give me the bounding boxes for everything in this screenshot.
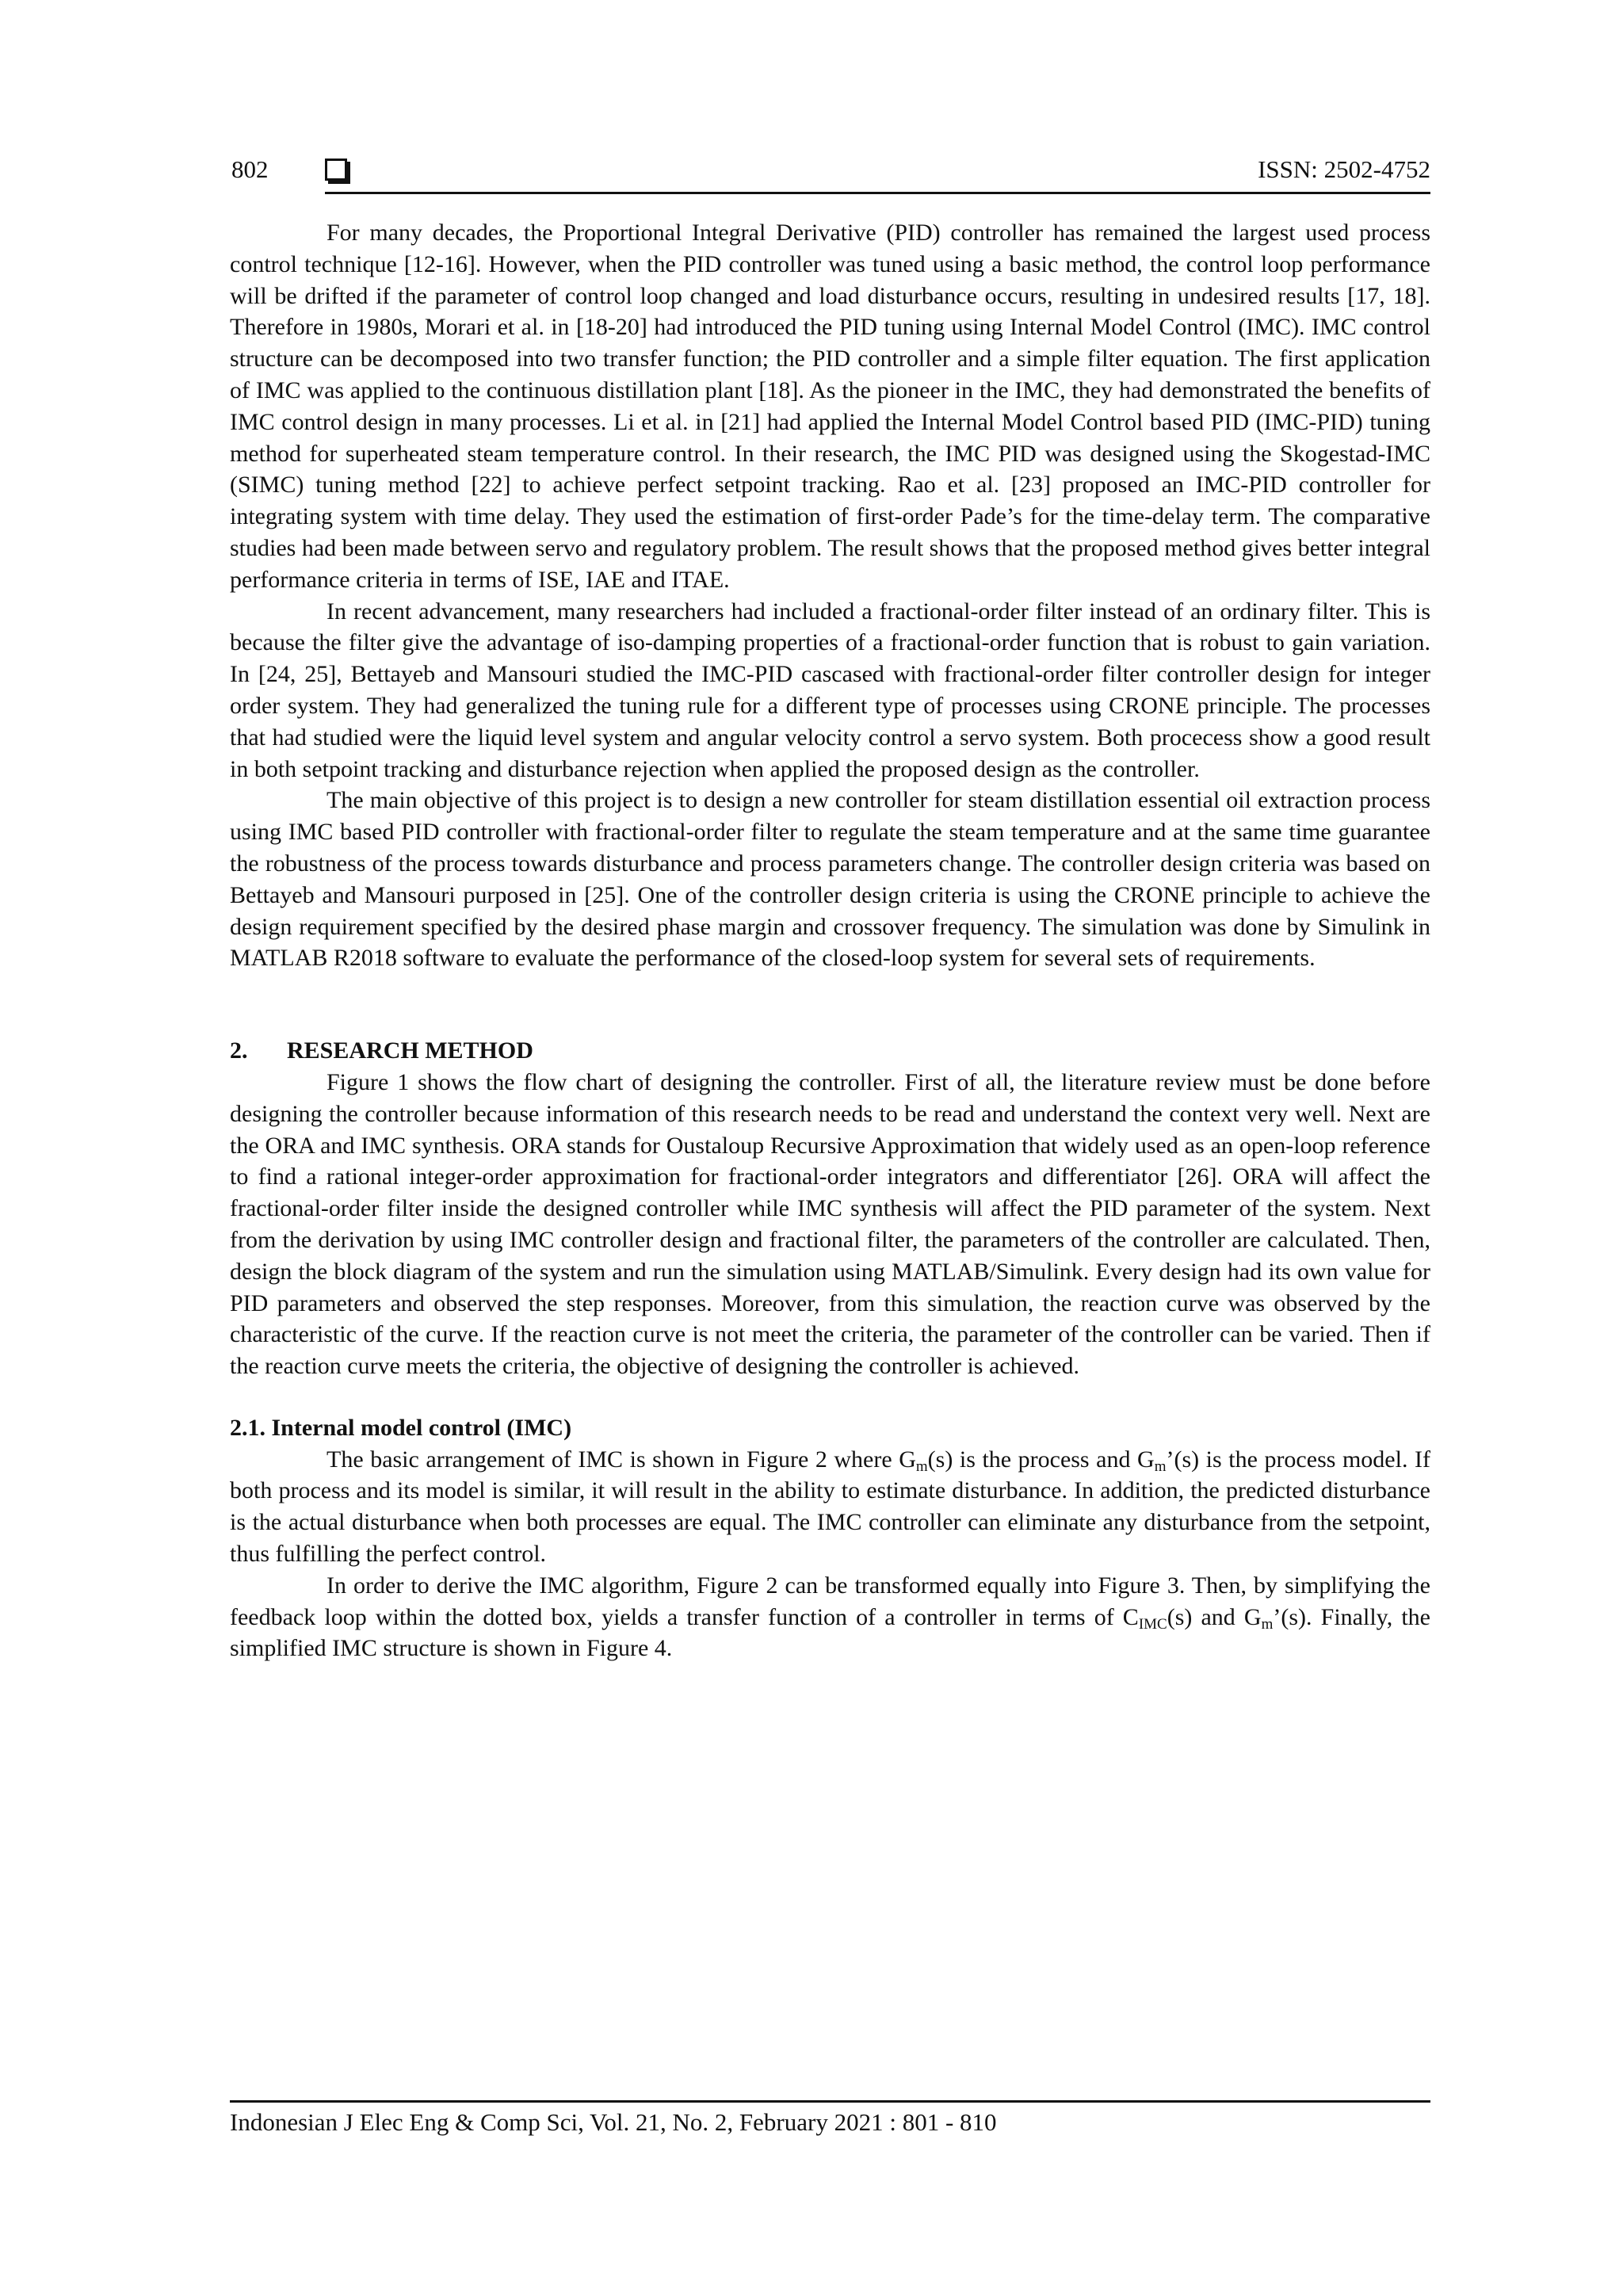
issn-label: ISSN: 2502-4752	[1258, 155, 1430, 183]
imc-2-text-b: (s) and G	[1167, 1603, 1262, 1630]
imc-2-subscript-1: IMC	[1138, 1615, 1167, 1633]
imc-1-text-a: The basic arrangement of IMC is shown in Figure 2 where G	[327, 1446, 916, 1473]
paragraph-imc-1	[230, 1444, 1430, 1570]
imc-1-subscript-1: m	[915, 1457, 928, 1475]
imc-2-text-a: In order to derive the IMC algorithm, Figure 2 can be transformed equally into Figure 3. Then, by simplifying the feedback loop within the dotted box, yields a transfer function of a controller in terms of C	[230, 1572, 1430, 1630]
paragraph-intro-1: For many decades, the Proportional Integral Derivative (PID) controller has remained the largest used process control technique [12-16]. However, when the PID controller was tuned using a basic method, the control loop performance will be drifted if the parameter of control loop changed and load disturbance occurs, resulting in undesired results [17, 18]. Therefore in 1980s, Morari et al. in [18-20] had introduced the PID tuning using Internal Model Control (IMC). IMC control structure can be decomposed into two transfer function; the PID controller and a simple filter equation. The first application of IMC was applied to the continuous distillation plant [18]. As the pioneer in the IMC, they had demonstrated the benefits of IMC control design in many processes. Li et al. in [21] had applied the Internal Model Control based PID (IMC-PID) tuning method for superheated steam temperature control. In their research, the IMC PID was designed using the Skogestad-IMC (SIMC) tuning method [22] to achieve perfect setpoint tracking. Rao et al. [23] proposed an IMC-PID controller for integrating system with time delay. They used the estimation of first-order Pade’s for the time-delay term. The comparative studies had been made between servo and regulatory problem. The result shows that the proposed method gives better integral performance criteria in terms of ISE, IAE and ITAE.	[230, 220, 1430, 593]
header-divider	[325, 192, 1430, 194]
footer-divider	[230, 2100, 1430, 2103]
section-number: 2.	[230, 1037, 248, 1064]
imc-1-text-c: ’(s) is the process model. If both process and its model is similar, it will result in the ability to estimate disturbance. In addition, the predicted disturbance is the actual disturbance when both processes are equal. The IMC controller can eliminate any disturbance from the setpoint, thus fulfilling the perfect control.	[230, 1446, 1430, 1568]
imc-2-subscript-2: m	[1261, 1615, 1274, 1633]
article-body	[230, 217, 1430, 1664]
page	[230, 0, 1430, 2296]
paragraph-method-1: Figure 1 shows the flow chart of designing the controller. First of all, the literature review must be done before designing the controller because information of this research needs to be read and understand the context very well. Next are the ORA and IMC synthesis. ORA stands for Oustaloup Recursive Approximation that widely used as an open-loop reference to find a rational integer-order approximation for fractional-order integrators and differentiator [26]. ORA will affect the fractional-order filter inside the designed controller while IMC synthesis will affect the PID parameter of the system. Next from the derivation by using IMC controller design and fractional filter, the parameters of the controller are calculated. Then, design the block diagram of the system and run the simulation using MATLAB/Simulink. Every design had its own value for PID parameters and observed the step responses. Moreover, from this simulation, the reaction curve was observed by the characteristic of the curve. If the reaction curve is not meet the criteria, the parameter of the controller can be varied. Then if the reaction curve meets the criteria, the objective of designing the controller is achieved.	[230, 1068, 1430, 1380]
section-title: RESEARCH METHOD	[287, 1037, 533, 1064]
page-number: 802	[231, 155, 269, 183]
paragraph-imc-2	[230, 1570, 1430, 1664]
subsection-heading: 2.1. Internal model control (IMC)	[230, 1414, 572, 1441]
square-box-icon	[325, 159, 347, 181]
footer-citation: Indonesian J Elec Eng & Comp Sci, Vol. 21, No. 2, February 2021 : 801 - 810	[230, 2108, 997, 2136]
paragraph-intro-3: The main objective of this project is to design a new controller for steam distillation essential oil extraction process using IMC based PID controller with fractional-order filter to regulate the steam temperature and at the same time guarantee the robustness of the process towards disturbance and process parameters change. The controller design criteria was based on Bettayeb and Mansouri purposed in [25]. One of the controller design criteria is using the CRONE principle to achieve the design requirement specified by the desired phase margin and crossover frequency. The simulation was done by Simulink in MATLAB R2018 software to evaluate the performance of the closed-loop system for several sets of requirements.	[230, 787, 1430, 972]
section-heading	[230, 1035, 1430, 1067]
subsection-spacer	[230, 1382, 1430, 1412]
imc-1-subscript-2: m	[1154, 1457, 1167, 1475]
running-header	[230, 155, 1430, 195]
paragraph-intro-2: In recent advancement, many researchers had included a fractional-order filter instead of an ordinary filter. This is because the filter give the advantage of iso-damping properties of a fractional-order function that is robust to gain variation. In [24, 25], Bettayeb and Mansouri studied the IMC-PID cascased with fractional-order filter controller design for integer order system. They had generalized the tuning rule for a different type of processes using CRONE principle. The processes that had studied were the liquid level system and angular velocity control a servo system. Both procecess show a good result in both setpoint tracking and disturbance rejection when applied the proposed design as the controller.	[230, 598, 1430, 782]
imc-2-text-c: ’(s). Finally, the simplified IMC structure is shown in Figure 4.	[230, 1603, 1430, 1662]
imc-1-text-b: (s) is the process and G	[927, 1446, 1155, 1473]
section-spacer	[230, 974, 1430, 1035]
